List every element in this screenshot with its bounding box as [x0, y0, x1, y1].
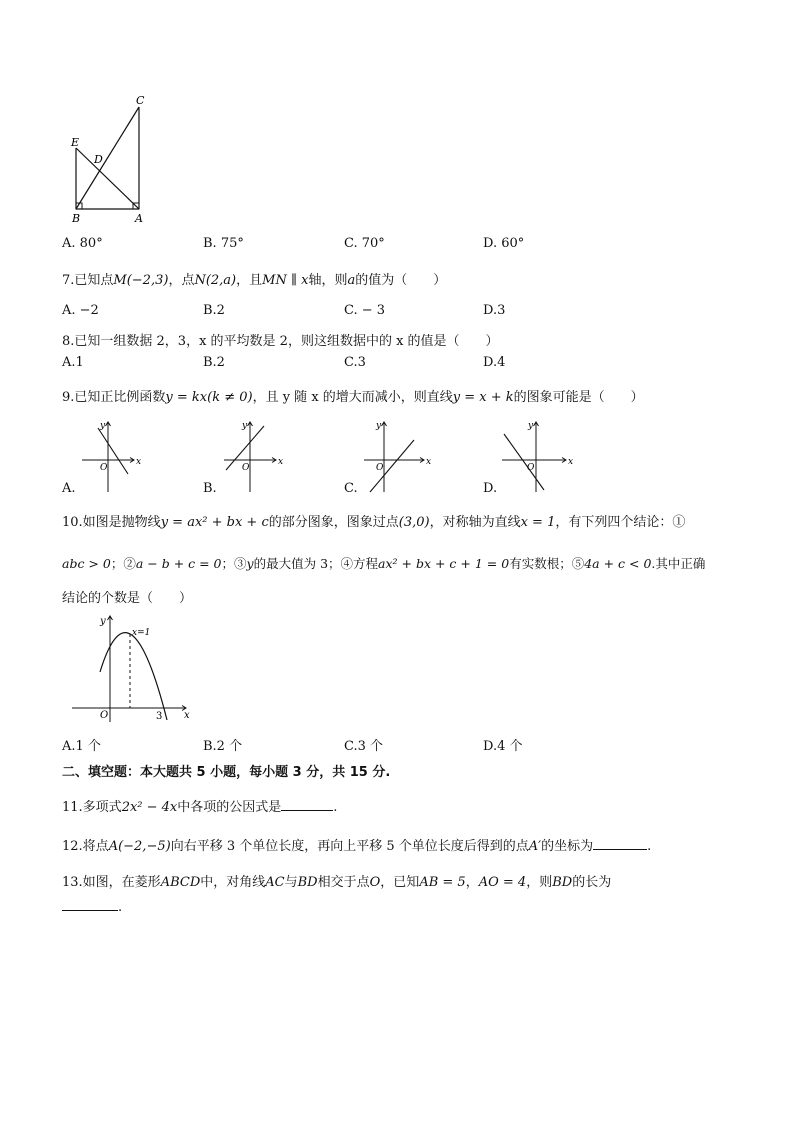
q10-stem-line1 — [62, 511, 685, 530]
q13-end: . — [118, 900, 123, 915]
q7-math-a: a — [347, 273, 356, 288]
q10-option-c: C.3 个 — [344, 739, 384, 754]
q7-part: 的值为（ ） — [355, 273, 447, 288]
q12-part: 12.将点 — [62, 839, 109, 854]
q7-option-c: C. − 3 — [344, 303, 386, 318]
label-b: B — [72, 212, 81, 225]
q9-option-c: C. — [344, 481, 358, 496]
axis-label-x: x — [136, 457, 142, 467]
q7-option-d: D.3 — [483, 303, 506, 318]
q13-math-bd2: BD — [552, 875, 573, 890]
q9-graph-b — [222, 418, 292, 494]
section-2-heading: 二、填空题：本大题共 5 小题，每小题 3 分，共 15 分. — [62, 765, 391, 780]
q10-math-eq: ax² + bx + c + 1 = 0 — [378, 556, 510, 571]
q13-math-o: O — [369, 875, 381, 890]
axis-label-y: y — [376, 421, 382, 431]
q9-graph-d — [500, 418, 576, 494]
q10-part: ，有下列四个结论：① — [555, 515, 686, 530]
q10-part: 的最大值为 3；④方程 — [253, 556, 379, 571]
q7-part: ，且 — [236, 273, 263, 288]
q9-part: ，且 y 随 x 的增大而减小，则直线 — [252, 390, 453, 405]
q13-stem — [62, 871, 611, 890]
q11-blank[interactable] — [281, 798, 333, 811]
q12-math-a: A(−2,−5) — [108, 839, 171, 854]
q13-part: ， — [465, 875, 479, 890]
q10-option-d: D.4 个 — [483, 739, 523, 754]
q10-math-amb: a − b + c = 0 — [135, 556, 222, 571]
q10-math-point: (3,0) — [398, 515, 430, 530]
q7-part: 轴，则 — [308, 273, 348, 288]
q7-part: ，点 — [168, 273, 195, 288]
axis-label-x: x — [568, 457, 574, 467]
axis-label-y: y — [242, 421, 248, 431]
q10-stem-line3: 结论的个数是（ ） — [62, 591, 193, 606]
q9-option-d: D. — [483, 481, 498, 496]
q11-part: . — [333, 800, 338, 815]
q13-part: ，则 — [526, 875, 553, 890]
origin-label: O — [242, 463, 250, 473]
q10-part: ；③ — [221, 556, 247, 571]
q8-option-d: D.4 — [483, 355, 506, 370]
q12-math-aprime: A′ — [528, 839, 542, 854]
axis-label-x: x — [184, 710, 190, 721]
q8-option-b: B.2 — [203, 355, 225, 370]
label-d: D — [94, 153, 103, 166]
q8-stem: 8.已知一组数据 2，3，x 的平均数是 2，则这组数据中的 x 的值是（ ） — [62, 334, 499, 349]
q6-option-c: C. 70° — [344, 236, 385, 251]
axis-label-x: x — [278, 457, 284, 467]
q9-part: 9.已知正比例函数 — [62, 390, 166, 405]
q9-stem — [62, 386, 644, 405]
q7-option-a: A. −2 — [62, 303, 99, 318]
q12-part: . — [647, 839, 652, 854]
q13-math-ao: AO = 4 — [478, 875, 527, 890]
q13-blank[interactable] — [62, 898, 118, 911]
q12-part: 向右平移 3 个单位长度，再向上平移 5 个单位长度后得到的点 — [170, 839, 529, 854]
segment-bc — [76, 107, 139, 209]
label-e: E — [71, 136, 80, 149]
q12-stem — [62, 835, 651, 854]
q13-part: 的长为 — [572, 875, 612, 890]
q10-part: 的部分图象，图象过点 — [268, 515, 399, 530]
q13-part: ，已知 — [380, 875, 420, 890]
symmetry-label: x=1 — [132, 628, 151, 638]
q10-part: .其中正确 — [651, 556, 706, 571]
q9-part: 的图象可能是（ ） — [513, 390, 644, 405]
origin-label: O — [100, 463, 108, 473]
q10-math-y: y — [246, 556, 254, 571]
q10-math-axis: x = 1 — [520, 515, 556, 530]
q9-option-b: B. — [203, 481, 217, 496]
q13-part: 中，对角线 — [200, 875, 266, 890]
q10-math-abc: abc > 0 — [62, 556, 111, 571]
origin-label: O — [527, 463, 535, 473]
axis-label-y: y — [100, 421, 106, 431]
q13-answer-line — [62, 898, 122, 915]
q11-part: 中各项的公因式是 — [177, 800, 282, 815]
q13-math-ac: AC — [265, 875, 285, 890]
origin-label: O — [100, 710, 109, 721]
graph-line — [504, 434, 544, 490]
q13-part: 相交于点 — [317, 875, 370, 890]
q9-option-a: A. — [62, 481, 76, 496]
origin-label: O — [376, 463, 384, 473]
q9-graph-c — [362, 418, 432, 494]
q12-part: 的坐标为 — [541, 839, 594, 854]
q10-option-a: A.1 个 — [62, 739, 101, 754]
q10-stem-line2 — [62, 554, 705, 572]
q10-graph — [70, 612, 200, 724]
q10-part: ；② — [110, 556, 136, 571]
axis-label-y: y — [100, 616, 106, 627]
q11-stem — [62, 796, 337, 815]
q7-stem — [62, 269, 446, 288]
q13-math-abcd: ABCD — [160, 875, 201, 890]
q9-graph-a — [80, 418, 150, 494]
q11-part: 11.多项式 — [62, 800, 122, 815]
q13-math-bd: BD — [297, 875, 318, 890]
q9-math-func: y = kx(k ≠ 0) — [165, 390, 253, 405]
q7-option-b: B.2 — [203, 303, 225, 318]
label-c: C — [136, 94, 145, 107]
q9-math-line: y = x + k — [452, 390, 514, 405]
q12-blank[interactable] — [593, 837, 647, 850]
axis-label-x: x — [426, 457, 432, 467]
q10-part: ，对称轴为直线 — [429, 515, 521, 530]
q6-option-a: A. 80° — [62, 236, 103, 251]
q10-math-parabola: y = ax² + bx + c — [160, 515, 269, 530]
q7-math-mn: MN ∥ x — [262, 273, 309, 288]
q6-option-d: D. 60° — [483, 236, 525, 251]
q6-figure — [60, 90, 160, 230]
q13-math-ab: AB = 5 — [419, 875, 466, 890]
q6-option-b: B. 75° — [203, 236, 244, 251]
q7-math-m: M(−2,3) — [113, 273, 169, 288]
q13-part: 13.如图，在菱形 — [62, 875, 161, 890]
q10-option-b: B.2 个 — [203, 739, 243, 754]
q10-part: 有实数根；⑤ — [509, 556, 585, 571]
q8-option-a: A.1 — [62, 355, 84, 370]
q13-part: 与 — [284, 875, 298, 890]
tick-label-3: 3 — [156, 711, 163, 722]
q10-math-ineq: 4a + c < 0 — [584, 556, 652, 571]
q7-math-n: N(2,a) — [194, 273, 237, 288]
label-a: A — [135, 212, 143, 225]
q11-math-poly: 2x² − 4x — [121, 800, 178, 815]
q10-part: 10.如图是抛物线 — [62, 515, 161, 530]
axis-label-y: y — [528, 421, 534, 431]
q8-option-c: C.3 — [344, 355, 366, 370]
q7-part: 7.已知点 — [62, 273, 114, 288]
